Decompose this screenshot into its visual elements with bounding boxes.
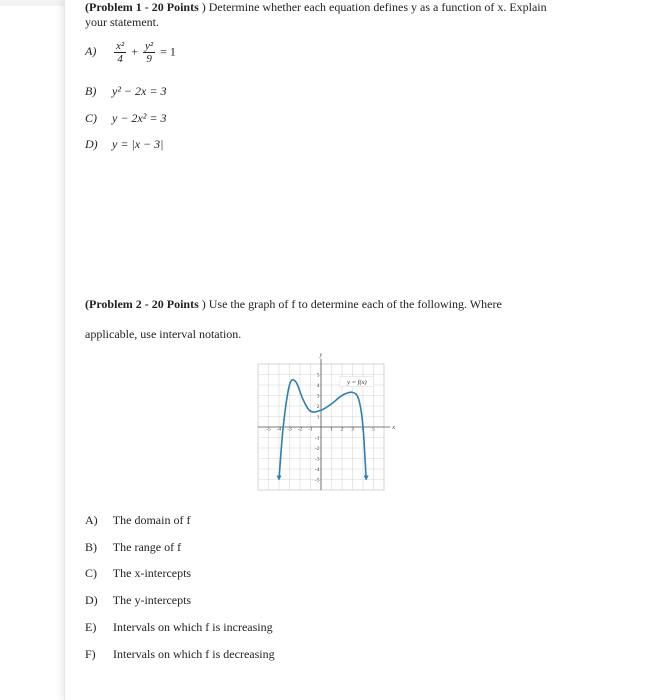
question-label: B)	[85, 540, 97, 554]
question-label: C)	[85, 566, 97, 580]
problem2-heading	[85, 297, 502, 312]
y-tick-label: -3	[314, 456, 320, 463]
y-axis-label: y	[319, 352, 323, 359]
x-tick-label: 1	[330, 426, 333, 433]
x-tick-label: 3	[351, 426, 354, 433]
y-tick-label: 4	[316, 383, 320, 389]
problem1-option-c	[85, 111, 166, 126]
question-text: The y-intercepts	[112, 593, 192, 607]
question-text: The domain of f	[112, 513, 191, 527]
equation: y = |x − 3|	[112, 137, 164, 151]
question-text: The range of f	[112, 540, 182, 554]
x-axis-label: x	[392, 425, 396, 431]
option-label: C)	[85, 111, 97, 125]
equation: y − 2x² = 3	[112, 111, 167, 125]
x-tick-label: -3	[287, 426, 292, 433]
x-tick-label: -2	[297, 426, 303, 433]
equation-rhs: = 1	[160, 44, 176, 59]
option-label: A)	[85, 44, 97, 59]
function-graph	[262, 352, 396, 487]
x-tick-label: 4	[361, 426, 365, 433]
function-label: y = f(x)	[347, 379, 367, 387]
x-tick-label: 2	[340, 426, 344, 433]
problem1-instructions: ) Determine whether each equation defines y as a function of x. Explain	[201, 0, 547, 14]
x-tick-label: -1	[308, 426, 313, 433]
y-tick-label: -5	[314, 477, 320, 484]
option-label: B)	[85, 84, 97, 98]
problem1-option-a	[85, 40, 176, 65]
question-label: F)	[85, 647, 96, 661]
y-tick-label: -2	[314, 446, 320, 452]
x-tick-label: -4	[276, 426, 282, 433]
question-a	[85, 513, 190, 528]
fraction-x-squared-over-4: $\frac{\text{x²}}{4}$	[116, 40, 125, 65]
equation: y² − 2x = 3	[112, 84, 167, 98]
question-e	[85, 620, 273, 635]
question-text: Intervals on which f is decreasing	[113, 647, 275, 661]
problem1-instructions-line2: your statement.	[85, 15, 159, 29]
y-tick-label: 2	[316, 404, 320, 410]
question-f	[85, 647, 275, 662]
y-tick-label: 5	[316, 372, 320, 379]
problem1-option-d	[85, 137, 163, 152]
question-text: Intervals on which f is increasing	[113, 620, 273, 634]
question-label: E)	[85, 620, 97, 634]
problem1-option-b	[85, 84, 166, 99]
problem2-instructions: ) Use the graph of f to determine each of the following. Where	[201, 297, 502, 311]
y-tick-label: -4	[314, 467, 320, 473]
y-tick-label: 3	[316, 393, 320, 400]
x-tick-label: -5	[266, 426, 271, 433]
problem1-heading	[85, 0, 575, 30]
y-tick-label: -1	[314, 435, 320, 442]
problem1-title: (Problem 1 - 20 Points	[85, 0, 199, 14]
question-label: D)	[85, 593, 98, 607]
question-d	[85, 593, 191, 608]
y-tick-label: 1	[316, 414, 320, 421]
problem2-instructions-line2: applicable, use interval notation.	[85, 327, 242, 341]
question-label: A)	[85, 513, 98, 527]
top-strip	[0, 0, 64, 6]
x-tick-label: 5	[372, 426, 375, 433]
question-c	[85, 566, 191, 581]
option-label: D)	[85, 137, 98, 151]
question-text: The x-intercepts	[112, 566, 192, 580]
question-b	[85, 540, 181, 555]
fraction-y-squared-over-9: $\frac{\text{y²}}{9}$	[144, 40, 154, 65]
plus-sign: +	[131, 44, 138, 59]
problem2-title: (Problem 2 - 20 Points	[85, 297, 199, 311]
